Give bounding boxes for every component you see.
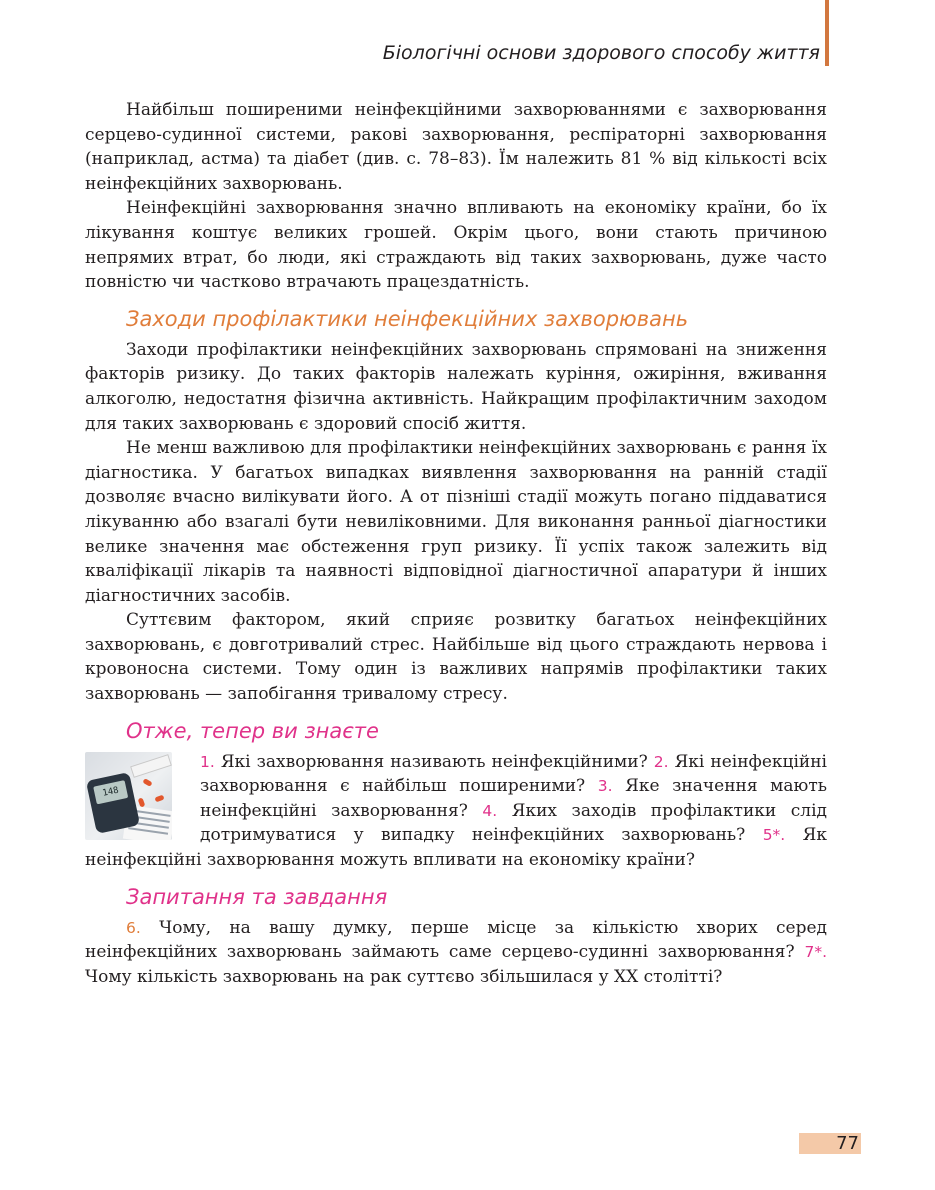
question-number: 5*. [762, 826, 786, 845]
summary-questions-paragraph [85, 750, 827, 873]
summary-heading: Отже, тепер ви знаєте [126, 718, 379, 743]
prevention-paragraph-3: Суттєвим фактором, який сприяє розвитку багатьох неінфекційних захворювань, є довготривалий стрес. Найбільше від цього страждають нервова і кровоносна системи. Тому один із важливих напрямів профілактики таких захворювань — запобігання тривалому стресу. [85, 610, 827, 705]
question-number: 2. [653, 752, 669, 771]
prevention-paragraph-2: Не менш важливою для профілактики неінфекційних захворювань є рання їх діагностика. У багатьох випадках виявлення захворювання на ранній стадії дозволяє вчасно вилікувати його. А от пізніші стадії можуть погано піддаватися лікуванню або взагалі бути невиліковними. Для виконання ранньої діагностики велике значення має обстеження груп ризику. Її успіх також залежить від кваліфікації лікарів та наявності відповідної діагностичної апаратури й інших діагностичних засобів. [85, 438, 827, 606]
question-number: 3. [597, 777, 613, 796]
pill-icon [142, 778, 152, 787]
task-number: 7*. [804, 943, 827, 962]
question-number: 1. [200, 752, 215, 771]
pill-icon [154, 794, 164, 802]
tasks-paragraph [85, 916, 827, 990]
question-text: Яких заходів профілактики слід дотримуватися у випадку неінфекційних захворювань? [200, 800, 828, 846]
question-text: Які неінфекційні захворювання є найбільш поширеними? [200, 751, 827, 797]
page-body [85, 98, 827, 989]
prevention-paragraph-1: Заходи профілактики неінфекційних захворювань спрямовані на зниження факторів ризику. До таких факторів належать куріння, ожиріння, вживання алкоголю, недостатня фізична активність. Найкращим профілактичним заходом для таких захворювань є здоровий спосіб життя. [85, 339, 827, 434]
question-number: 4. [482, 801, 498, 820]
question-text: Як неінфекційні захворювання можуть впливати на економіку країни? [85, 825, 827, 871]
prevention-heading: Заходи профілактики неінфекційних захворювань [126, 306, 689, 331]
page-number: 77 [799, 1133, 861, 1154]
question-text: Які захворювання називають неінфекційними? [220, 751, 648, 772]
glucometer-photo [85, 752, 172, 840]
task-text: Чому кількість захворювань на рак суттєво збільшилася у XX столітті? [85, 966, 723, 987]
summary-questions-block [85, 750, 827, 873]
tasks-heading: Запитання та завдання [126, 884, 388, 909]
running-header-title: Біологічні основи здорового способу життя [382, 42, 820, 64]
header-accent-bar [825, 0, 829, 66]
glucometer-shape [86, 772, 140, 834]
task-text: Чому, на вашу думку, перше місце за кількістю хворих серед неінфекційних захворювань займають саме серцево-судинні захворювання? [85, 917, 828, 963]
task-number: 6. [126, 918, 141, 937]
intro-paragraph-2: Неінфекційні захворювання значно впливають на економіку країни, бо їх лікування коштує великих грошей. Окрім цього, вони стають причиною непрямих втрат, бо люди, які страждають від таких захворювань, дуже часто повністю чи частково втрачають працездатність. [85, 198, 827, 293]
glucometer-screen: 148 [93, 780, 128, 804]
question-text: Яке значення мають неінфекційні захворювання? [200, 776, 827, 821]
intro-paragraph-1: Найбільш поширеними неінфекційними захворюваннями є захворювання серцево-судинної системи, ракові захворювання, респіраторні захворювання (наприклад, астма) та діабет (див. с. 78–83). Їм належить 81 % від кількості всіх неінфекційних захворювань. [85, 100, 827, 194]
test-strip-shape [130, 754, 172, 778]
